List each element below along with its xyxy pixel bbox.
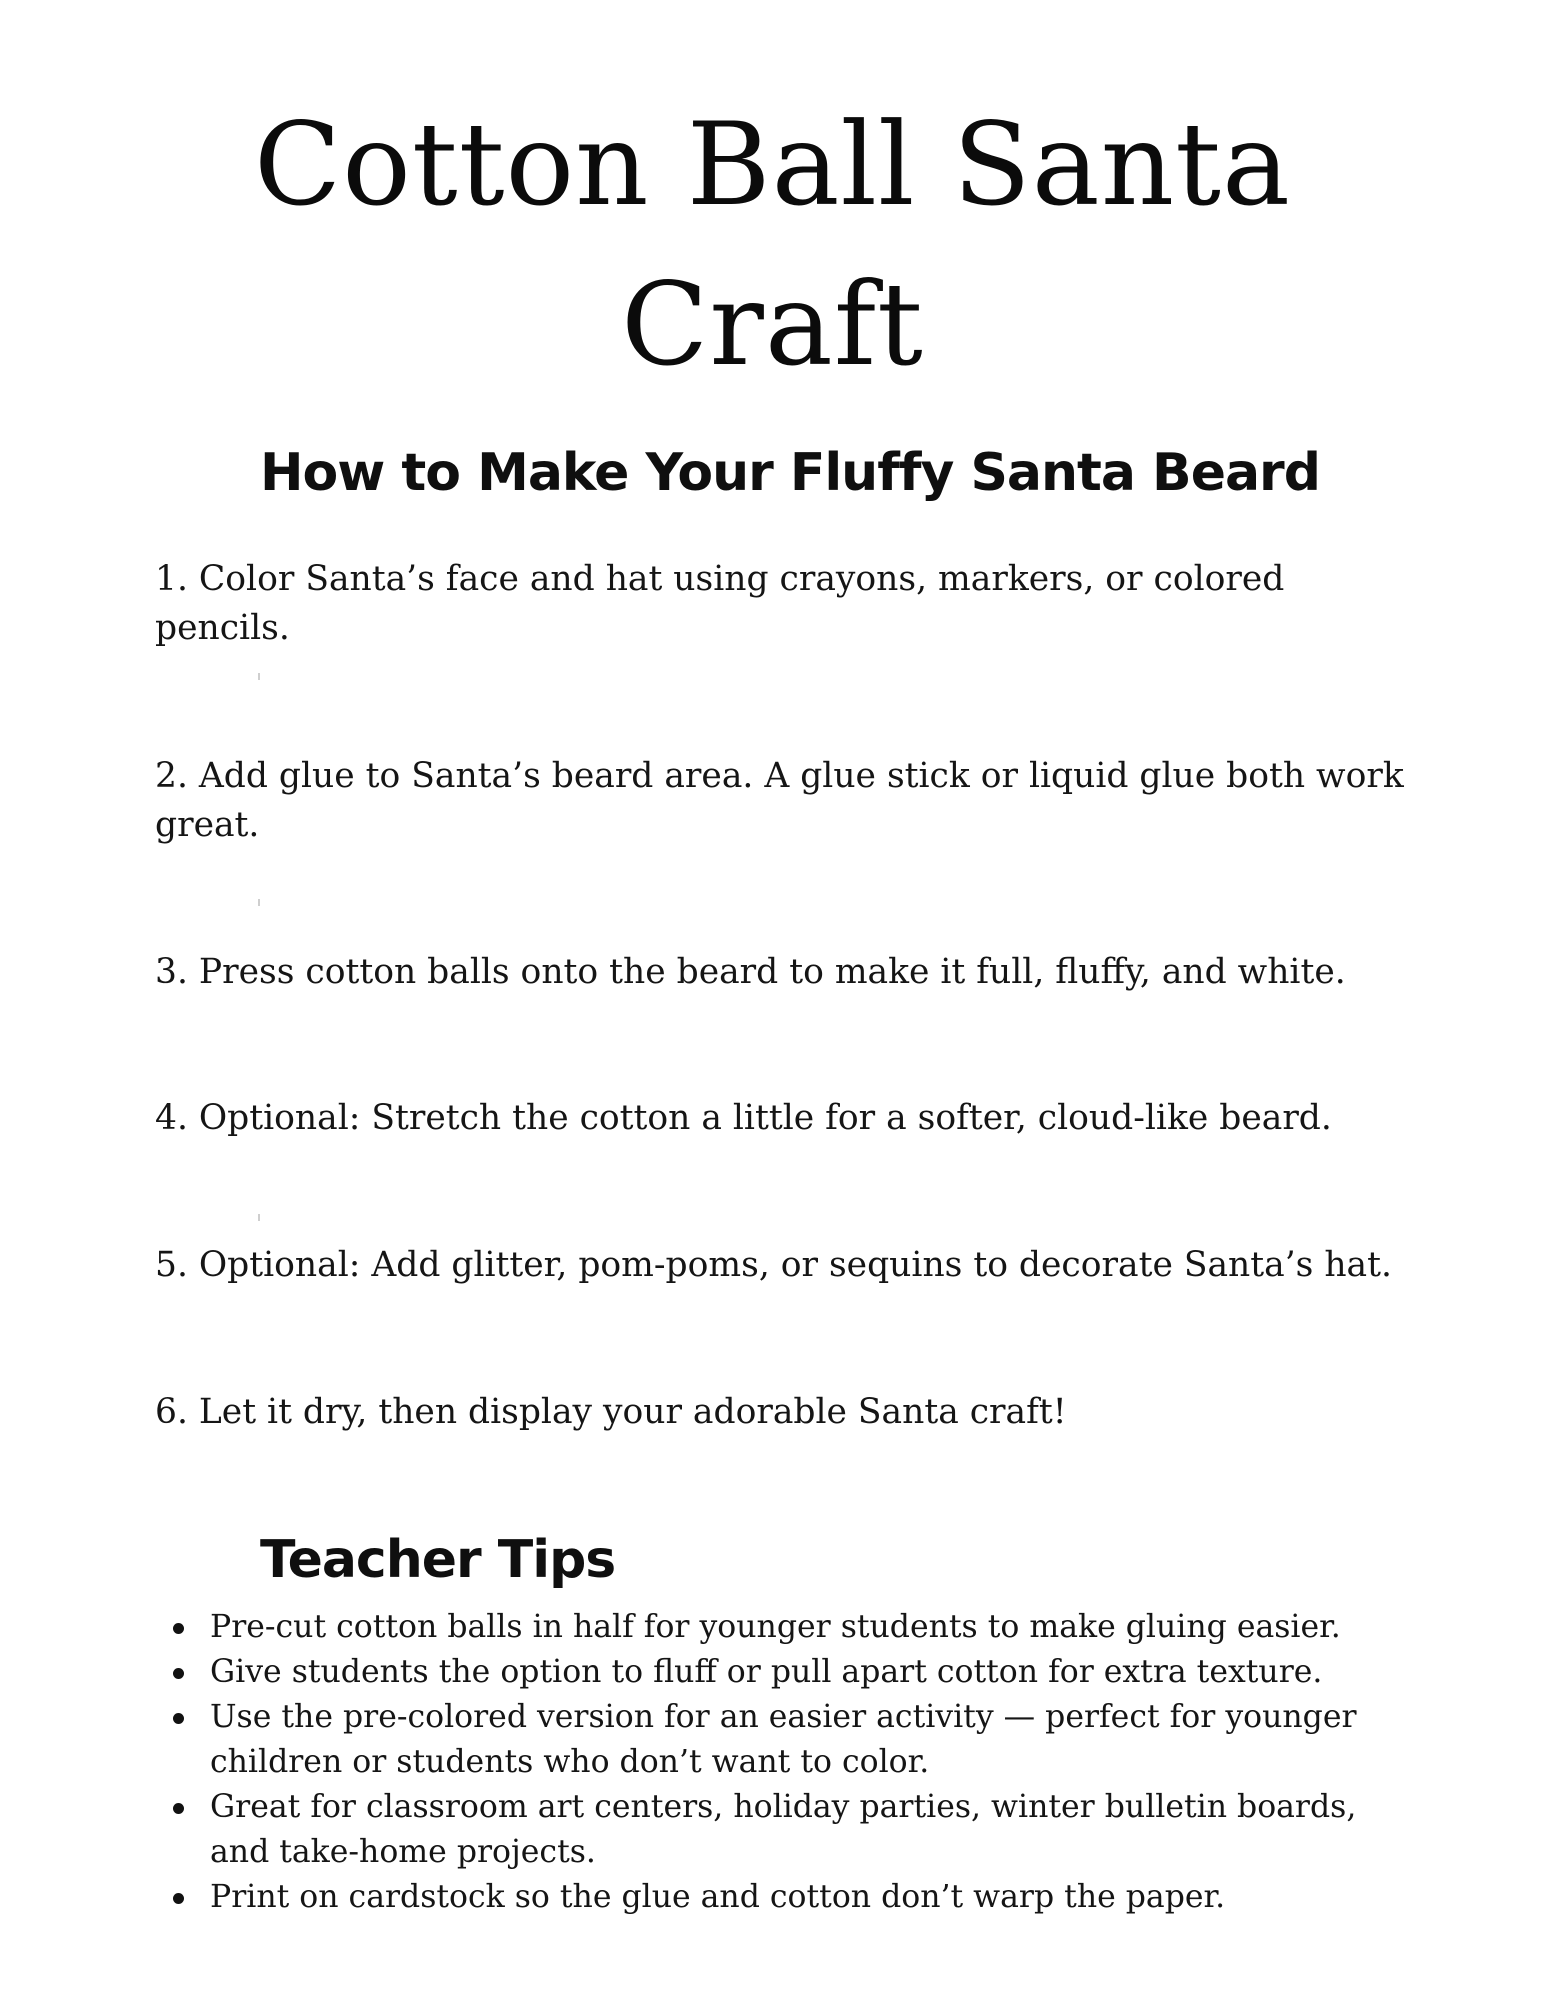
teacher-tips-heading: Teacher Tips (260, 1530, 616, 1590)
step-4: 4. Optional: Stretch the cotton a little for a softer, cloud-like beard. (155, 1098, 1332, 1138)
list-item (155, 1875, 1415, 1920)
step-2: 2. Add glue to Santa’s beard area. A glue stick or liquid glue both work great. (155, 756, 1404, 845)
step-5: 5. Optional: Add glitter, pom-poms, or sequins to decorate Santa’s hat. (155, 1245, 1392, 1285)
step-1: 1. Color Santa’s face and hat using crayons, markers, or colored pencils. (155, 559, 1285, 648)
bullet-icon (173, 1713, 184, 1724)
title-line-2: Craft (621, 258, 924, 391)
teacher-tips-list (155, 1605, 1415, 1920)
bullet-icon (173, 1893, 184, 1904)
bullet-icon (173, 1803, 184, 1814)
list-item (155, 1605, 1415, 1650)
page-title (0, 85, 1545, 405)
scan-mark (258, 1214, 260, 1221)
scan-mark (258, 673, 260, 680)
tip-text: Give students the option to fluff or pull apart cotton for extra texture. (210, 1654, 1323, 1690)
list-item (155, 1785, 1415, 1875)
instructions-heading: How to Make Your Fluffy Santa Beard (260, 443, 1320, 503)
tip-text: Use the pre-colored version for an easier activity — perfect for younger children or students who don’t want to color. (210, 1699, 1357, 1780)
scan-mark (258, 899, 260, 906)
list-item (155, 1695, 1415, 1785)
bullet-icon (173, 1668, 184, 1679)
list-item (155, 1650, 1415, 1695)
bullet-icon (173, 1623, 184, 1634)
tip-text: Pre-cut cotton balls in half for younger students to make gluing easier. (210, 1609, 1341, 1645)
tip-text: Great for classroom art centers, holiday parties, winter bulletin boards, and take-home projects. (210, 1789, 1357, 1870)
step-3: 3. Press cotton balls onto the beard to make it full, fluffy, and white. (155, 952, 1346, 992)
step-6: 6. Let it dry, then display your adorable Santa craft! (155, 1392, 1067, 1432)
tip-text: Print on cardstock so the glue and cotton don’t warp the paper. (210, 1879, 1226, 1915)
title-line-1: Cotton Ball Santa (254, 98, 1291, 231)
